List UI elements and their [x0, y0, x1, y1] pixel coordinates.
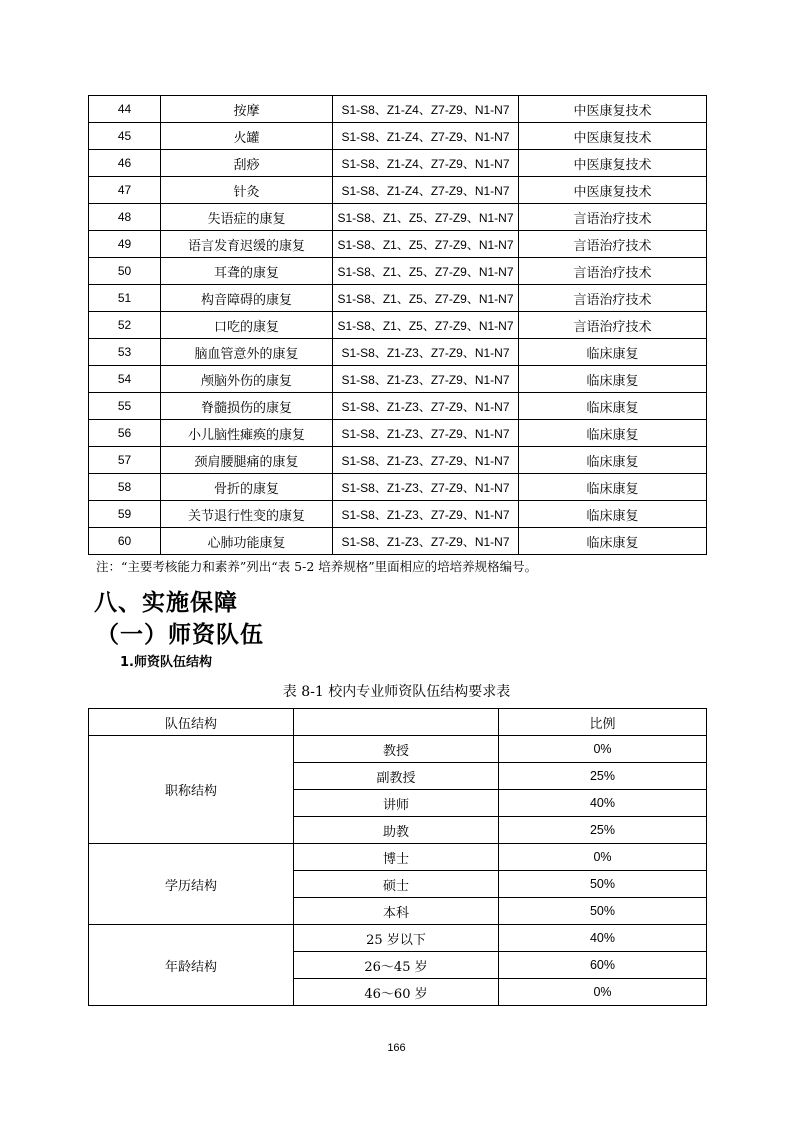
course-module: 言语治疗技术	[519, 312, 707, 339]
table-row	[89, 844, 707, 871]
ability-codes: S1-S8、Z1-Z3、Z7-Z9、N1-N7	[333, 501, 519, 528]
course-module: 临床康复	[519, 528, 707, 555]
course-module: 临床康复	[519, 366, 707, 393]
row-number: 50	[89, 258, 161, 285]
category-item: 助教	[294, 817, 499, 844]
table-note: 注：“主要考核能力和素养”列出“表 5-2 培养规格”里面相应的培培养规格编号。	[96, 559, 538, 574]
ratio-value: 50%	[499, 871, 707, 898]
table-row	[89, 501, 707, 528]
ability-codes: S1-S8、Z1-Z3、Z7-Z9、N1-N7	[333, 528, 519, 555]
table-row	[89, 96, 707, 123]
ability-codes: S1-S8、Z1-Z3、Z7-Z9、N1-N7	[333, 366, 519, 393]
row-number: 53	[89, 339, 161, 366]
ratio-value: 25%	[499, 763, 707, 790]
header-cell-structure: 队伍结构	[89, 709, 294, 736]
course-module: 临床康复	[519, 474, 707, 501]
item-name: 颈肩腰腿痛的康复	[161, 447, 333, 474]
ability-codes: S1-S8、Z1-Z4、Z7-Z9、N1-N7	[333, 150, 519, 177]
ratio-value: 40%	[499, 925, 707, 952]
category-item: 教授	[294, 736, 499, 763]
table-row	[89, 258, 707, 285]
ability-codes: S1-S8、Z1-Z3、Z7-Z9、N1-N7	[333, 420, 519, 447]
item-name: 骨折的康复	[161, 474, 333, 501]
course-module: 言语治疗技术	[519, 285, 707, 312]
row-number: 46	[89, 150, 161, 177]
category-item: 本科	[294, 898, 499, 925]
row-number: 47	[89, 177, 161, 204]
category-item: 副教授	[294, 763, 499, 790]
course-table	[88, 95, 707, 555]
row-number: 51	[89, 285, 161, 312]
item-name: 颅脑外伤的康复	[161, 366, 333, 393]
table-row	[89, 736, 707, 763]
page-number: 166	[387, 1042, 406, 1054]
header-cell-ratio: 比例	[499, 709, 707, 736]
table-row	[89, 231, 707, 258]
course-module: 临床康复	[519, 447, 707, 474]
group-label: 职称结构	[89, 736, 294, 844]
row-number: 52	[89, 312, 161, 339]
ratio-value: 50%	[499, 898, 707, 925]
course-module: 言语治疗技术	[519, 231, 707, 258]
item-name: 脊髓损伤的康复	[161, 393, 333, 420]
table-row	[89, 150, 707, 177]
ratio-value: 0%	[499, 844, 707, 871]
course-module: 临床康复	[519, 393, 707, 420]
item-name: 失语症的康复	[161, 204, 333, 231]
course-module: 中医康复技术	[519, 150, 707, 177]
table-row	[89, 393, 707, 420]
row-number: 60	[89, 528, 161, 555]
table-row	[89, 925, 707, 952]
item-name: 关节退行性变的康复	[161, 501, 333, 528]
ability-codes: S1-S8、Z1-Z4、Z7-Z9、N1-N7	[333, 96, 519, 123]
ability-codes: S1-S8、Z1-Z3、Z7-Z9、N1-N7	[333, 447, 519, 474]
row-number: 58	[89, 474, 161, 501]
item-name: 心肺功能康复	[161, 528, 333, 555]
item-name: 语言发育迟缓的康复	[161, 231, 333, 258]
table-row	[89, 123, 707, 150]
sub-subsection-heading: 1.师资队伍结构	[120, 655, 212, 670]
ratio-value: 0%	[499, 736, 707, 763]
ability-codes: S1-S8、Z1-Z3、Z7-Z9、N1-N7	[333, 474, 519, 501]
ability-codes: S1-S8、Z1-Z4、Z7-Z9、N1-N7	[333, 123, 519, 150]
item-name: 小儿脑性瘫痪的康复	[161, 420, 333, 447]
table-row	[89, 528, 707, 555]
category-item: 硕士	[294, 871, 499, 898]
table-row	[89, 366, 707, 393]
item-name: 耳聋的康复	[161, 258, 333, 285]
category-item: 讲师	[294, 790, 499, 817]
course-module: 临床康复	[519, 420, 707, 447]
ratio-value: 0%	[499, 979, 707, 1006]
row-number: 55	[89, 393, 161, 420]
staff-structure-table	[88, 708, 707, 1006]
item-name: 脑血管意外的康复	[161, 339, 333, 366]
subsection-heading: （一）师资队伍	[96, 622, 264, 648]
table-row	[89, 420, 707, 447]
ability-codes: S1-S8、Z1-Z4、Z7-Z9、N1-N7	[333, 177, 519, 204]
course-module: 临床康复	[519, 501, 707, 528]
table-caption: 表 8-1 校内专业师资队伍结构要求表	[282, 684, 511, 700]
ratio-value: 60%	[499, 952, 707, 979]
staff-table-body	[89, 709, 707, 1006]
table-row	[89, 312, 707, 339]
course-table-body	[89, 96, 707, 555]
course-module: 言语治疗技术	[519, 258, 707, 285]
table-row	[89, 204, 707, 231]
ability-codes: S1-S8、Z1、Z5、Z7-Z9、N1-N7	[333, 285, 519, 312]
header-cell-blank	[294, 709, 499, 736]
ability-codes: S1-S8、Z1、Z5、Z7-Z9、N1-N7	[333, 231, 519, 258]
course-module: 中医康复技术	[519, 123, 707, 150]
category-item: 25 岁以下	[294, 925, 499, 952]
group-label: 学历结构	[89, 844, 294, 925]
table-row	[89, 339, 707, 366]
table-row	[89, 447, 707, 474]
item-name: 按摩	[161, 96, 333, 123]
group-label: 年龄结构	[89, 925, 294, 1006]
ability-codes: S1-S8、Z1、Z5、Z7-Z9、N1-N7	[333, 204, 519, 231]
row-number: 44	[89, 96, 161, 123]
table-row	[89, 177, 707, 204]
course-module: 言语治疗技术	[519, 204, 707, 231]
row-number: 49	[89, 231, 161, 258]
category-item: 46～60 岁	[294, 979, 499, 1006]
item-name: 口吃的康复	[161, 312, 333, 339]
row-number: 54	[89, 366, 161, 393]
row-number: 59	[89, 501, 161, 528]
category-item: 博士	[294, 844, 499, 871]
category-item: 26～45 岁	[294, 952, 499, 979]
ability-codes: S1-S8、Z1-Z3、Z7-Z9、N1-N7	[333, 339, 519, 366]
row-number: 57	[89, 447, 161, 474]
ability-codes: S1-S8、Z1、Z5、Z7-Z9、N1-N7	[333, 312, 519, 339]
staff-table-header-row	[89, 709, 707, 736]
ratio-value: 25%	[499, 817, 707, 844]
course-module: 中医康复技术	[519, 177, 707, 204]
item-name: 构音障碍的康复	[161, 285, 333, 312]
item-name: 针灸	[161, 177, 333, 204]
ability-codes: S1-S8、Z1、Z5、Z7-Z9、N1-N7	[333, 258, 519, 285]
row-number: 56	[89, 420, 161, 447]
item-name: 火罐	[161, 123, 333, 150]
table-row	[89, 285, 707, 312]
ability-codes: S1-S8、Z1-Z3、Z7-Z9、N1-N7	[333, 393, 519, 420]
section-heading: 八、实施保障	[94, 590, 238, 616]
row-number: 45	[89, 123, 161, 150]
row-number: 48	[89, 204, 161, 231]
course-module: 中医康复技术	[519, 96, 707, 123]
item-name: 刮痧	[161, 150, 333, 177]
ratio-value: 40%	[499, 790, 707, 817]
course-module: 临床康复	[519, 339, 707, 366]
table-row	[89, 474, 707, 501]
